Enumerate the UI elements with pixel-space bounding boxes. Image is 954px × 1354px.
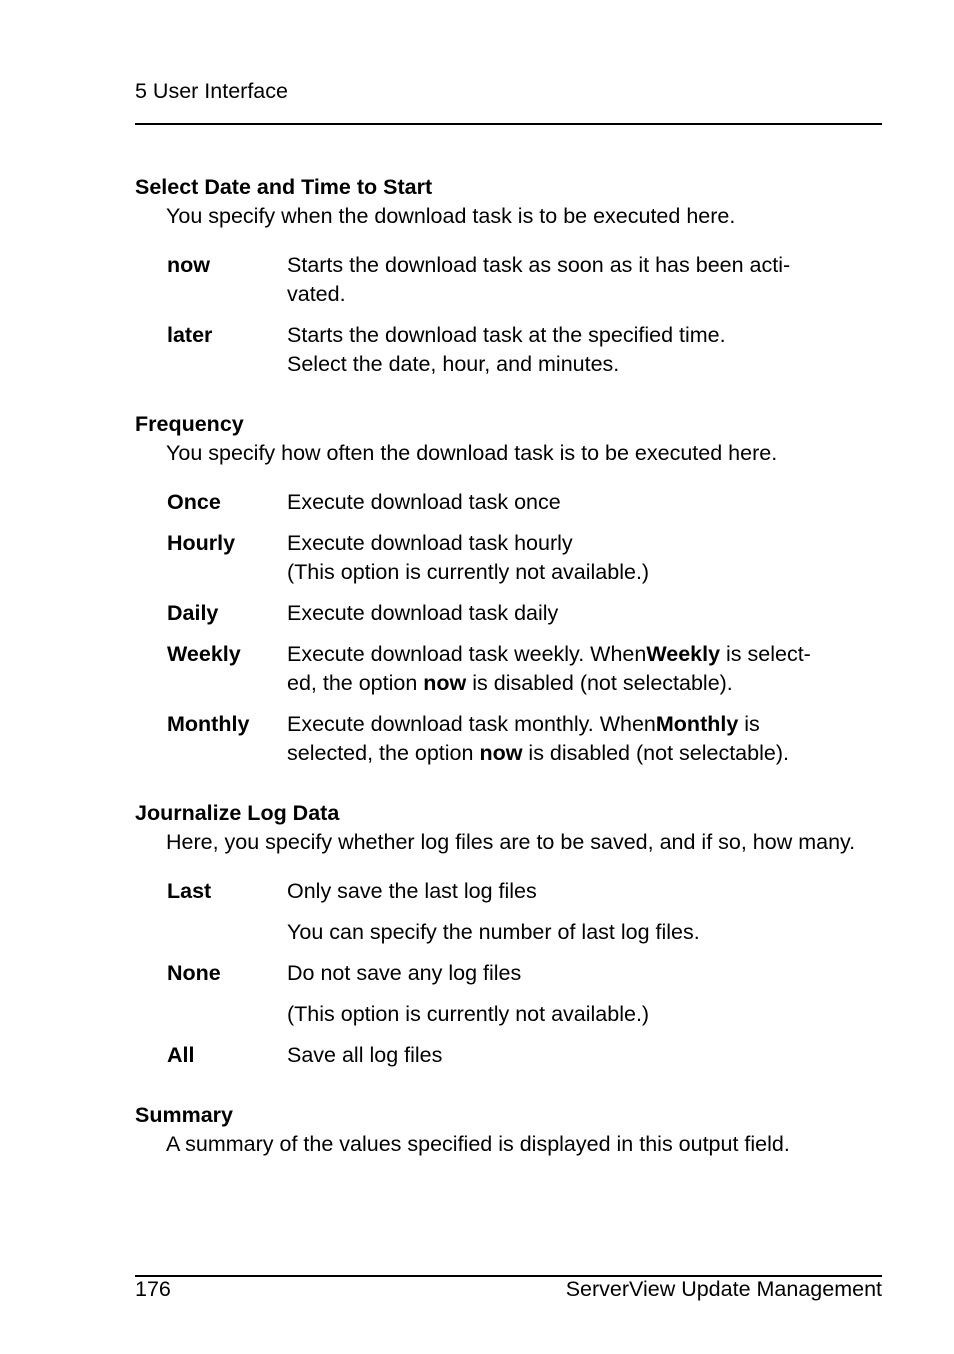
desc-all <box>287 1041 442 1070</box>
desc-line: Starts the download task at the specified time. <box>287 323 726 347</box>
page-number: 176 <box>135 1277 171 1301</box>
section-title-summary: Summary <box>135 1103 233 1127</box>
desc-weekly <box>287 640 811 698</box>
desc-line <box>287 640 811 669</box>
desc-none <box>287 959 521 988</box>
desc-text: is select- <box>720 642 811 666</box>
section-intro-summary: A summary of the values specified is displayed in this output field. <box>166 1132 790 1156</box>
desc-line <box>287 669 811 698</box>
term-monthly: Monthly <box>167 712 250 736</box>
page-header: 5 User Interface <box>135 79 288 103</box>
section-intro-frequency: You specify how often the download task is to be executed here. <box>166 441 778 465</box>
desc-text: is disabled (not selectable). <box>466 671 733 695</box>
desc-text: selected, the option <box>287 741 480 765</box>
desc-line: Do not save any log files <box>287 961 522 985</box>
term-hourly: Hourly <box>167 531 236 555</box>
term-none: None <box>167 961 221 985</box>
section-title-start: Select Date and Time to Start <box>135 175 433 199</box>
desc-last-note <box>287 918 700 947</box>
term-later: later <box>167 323 213 347</box>
desc-bold: Monthly <box>655 712 739 736</box>
term-once: Once <box>167 490 221 514</box>
desc-line: Execute download task hourly <box>287 531 573 555</box>
term-daily: Daily <box>167 601 219 625</box>
desc-text: Execute download task monthly. When <box>287 712 656 736</box>
desc-bold: now <box>423 671 467 695</box>
desc-once <box>287 488 561 517</box>
desc-line: Execute download task daily <box>287 601 559 625</box>
desc-hourly <box>287 529 649 587</box>
desc-line: Starts the download task as soon as it has been acti- <box>287 253 791 277</box>
desc-line: Only save the last log files <box>287 879 537 903</box>
section-intro-start: You specify when the download task is to be executed here. <box>166 204 736 228</box>
desc-text: ed, the option <box>287 671 424 695</box>
desc-line: vated. <box>287 282 346 306</box>
term-last: Last <box>167 879 212 903</box>
desc-line: Save all log files <box>287 1043 443 1067</box>
desc-now <box>287 251 790 309</box>
term-now: now <box>167 253 210 277</box>
desc-line <box>287 739 789 768</box>
desc-line: (This option is currently not available.) <box>287 560 650 584</box>
desc-daily <box>287 599 558 628</box>
section-title-frequency: Frequency <box>135 412 244 436</box>
header-rule <box>135 123 882 125</box>
desc-bold: Weekly <box>646 642 721 666</box>
desc-text: is <box>738 712 760 736</box>
desc-line: Execute download task once <box>287 490 561 514</box>
desc-line: You can specify the number of last log files. <box>287 920 700 944</box>
desc-line <box>287 710 789 739</box>
desc-text: is disabled (not selectable). <box>522 741 789 765</box>
desc-later <box>287 321 726 379</box>
term-all: All <box>167 1043 195 1067</box>
product-name: ServerView Update Management <box>565 1277 882 1301</box>
desc-bold: now <box>479 741 523 765</box>
desc-none-note <box>287 1000 649 1029</box>
desc-monthly <box>287 710 789 768</box>
desc-line: Select the date, hour, and minutes. <box>287 352 620 376</box>
desc-line: (This option is currently not available.) <box>287 1002 650 1026</box>
term-weekly: Weekly <box>167 642 241 666</box>
desc-text: Execute download task weekly. When <box>287 642 647 666</box>
section-title-journal: Journalize Log Data <box>135 801 340 825</box>
desc-last <box>287 877 537 906</box>
section-intro-journal: Here, you specify whether log files are to be saved, and if so, how many. <box>166 830 856 854</box>
